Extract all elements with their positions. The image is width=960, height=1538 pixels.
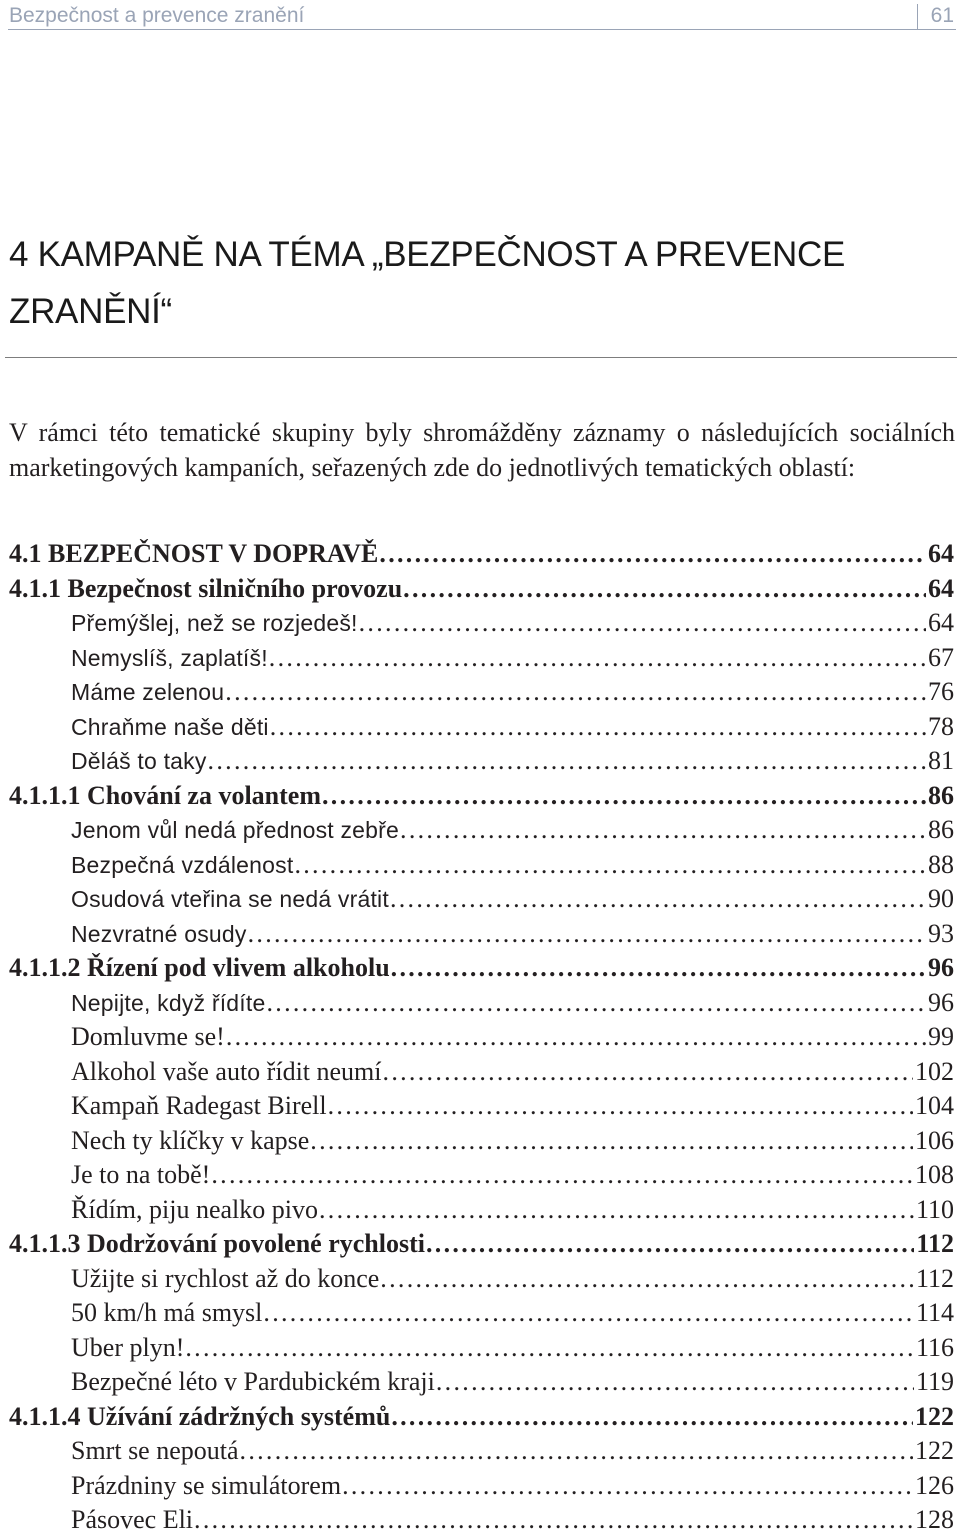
toc-leader [322,779,926,814]
toc-entry-label: Užijte si rychlost až do konce [71,1263,380,1293]
toc-entry-label: 4.1.1.4 Užívání zádržných systémů [9,1401,391,1431]
toc-entry[interactable] [0,1193,960,1228]
toc-leader [403,572,926,607]
toc-entry-label: Prázdniny se simulátorem [71,1470,342,1500]
toc-entry[interactable] [0,744,960,779]
toc-leader [359,606,926,641]
toc-leader [400,813,926,848]
toc-entry[interactable] [0,779,960,814]
toc-entry-page: 112 [916,1229,954,1258]
toc-entry-page: 126 [915,1470,954,1500]
toc-leader [269,641,926,676]
toc-entry[interactable] [0,1020,960,1055]
toc-entry-label: 4.1.1 Bezpečnost silničního provozu [9,573,403,603]
chapter-rule [5,357,957,358]
toc-entry-page: 102 [915,1056,954,1086]
toc-leader [270,710,926,745]
toc-entry[interactable] [0,986,960,1021]
toc-leader [211,1158,913,1193]
toc-entry-page: 110 [915,1194,954,1224]
toc-entry-label: Nemyslíš, zaplatíš! [71,644,268,671]
toc-entry[interactable] [0,1400,960,1435]
toc-entry-page: 108 [915,1160,954,1189]
toc-entry-page: 122 [915,1401,954,1431]
chapter-heading: 4 KAMPANĚ NA TÉMA „BEZPEČNOST A PREVENCE ZRANĚNÍ“ [9,235,846,331]
toc-entry-label: 50 km/h má smysl [71,1298,263,1327]
toc-entry-label: Osudová vteřina se nedá vrátit [71,886,389,912]
toc-entry-label: 4.1.1.3 Dodržování povolené rychlosti [9,1229,425,1258]
toc-leader [226,1020,926,1055]
toc-entry-label: 4.1.1.1 Chování za volantem [9,780,321,810]
toc-entry-page: 128 [915,1505,954,1534]
toc-entry-label: Nezvratné osudy [71,920,247,947]
toc-entry[interactable] [0,1434,960,1469]
header-rule [8,29,956,30]
toc-entry[interactable] [0,1331,960,1366]
toc-entry[interactable] [0,1124,960,1159]
toc-leader [379,537,926,572]
toc-entry[interactable] [0,1503,960,1538]
toc-entry[interactable] [0,1089,960,1124]
toc-leader [391,1400,913,1435]
toc-entry-label: Bezpečné léto v Pardubickém kraji [71,1367,435,1396]
toc-entry[interactable] [0,882,960,917]
toc-leader [294,848,926,883]
toc-entry-label: 4.1 BEZPEČNOST V DOPRAVĚ [9,539,379,568]
toc-leader [390,882,926,917]
toc-entry[interactable] [0,675,960,710]
toc-entry-label: Alkohol vaše auto řídit neumí [71,1056,382,1086]
toc-entry-label: Jenom vůl nedá přednost zebře [71,817,400,843]
toc-entry-label: Nepijte, když řídíte [71,989,266,1016]
toc-entry[interactable] [0,606,960,641]
toc-entry-label: Uber plyn! [71,1332,185,1362]
toc-leader [185,1331,914,1366]
toc-leader [391,951,926,986]
intro-paragraph: V rámci této tematické skupiny byly shromážděny záznamy o následujících sociálních marketingových kampaních, seřazených zde do jednotlivých tematických oblastí: [9,418,955,482]
toc-entry-label: 4.1.1.2 Řízení pod vlivem alkoholu [9,953,390,982]
toc-entry-page: 64 [928,539,954,568]
toc-entry-page: 114 [915,1298,954,1327]
toc-entry-label: Řídím, piju nealko pivo [71,1194,318,1224]
toc-entry-page: 112 [915,1263,954,1293]
toc-entry-page: 90 [928,884,954,913]
toc-leader [240,1434,913,1469]
toc-leader [225,675,926,710]
toc-leader [426,1227,914,1262]
toc-entry[interactable] [0,1469,960,1504]
toc-leader [436,1365,914,1400]
toc-entry-page: 67 [928,642,954,672]
toc-entry[interactable] [0,641,960,676]
toc-leader [310,1124,913,1159]
toc-entry-label: Bezpečná vzdálenost [71,851,294,878]
toc-leader [266,986,926,1021]
toc-leader [208,744,926,779]
toc-entry-page: 76 [928,677,954,706]
toc-entry[interactable] [0,951,960,986]
toc-entry-label: Děláš to taky [71,748,207,774]
toc-entry-label: Kampaň Radegast Birell [71,1091,327,1120]
toc-entry-page: 86 [928,815,954,844]
toc-entry[interactable] [0,1055,960,1090]
toc-entry-label: Smrt se nepoutá [71,1436,239,1465]
toc-entry-page: 106 [915,1125,954,1155]
toc-leader [342,1469,913,1504]
toc-entry-page: 96 [928,953,954,982]
toc-entry-page: 86 [928,780,954,810]
toc-entry-page: 81 [928,746,954,775]
toc-entry-page: 88 [928,849,954,879]
toc-entry-page: 104 [915,1091,954,1120]
toc-entry-page: 122 [915,1436,954,1465]
toc-entry[interactable] [0,848,960,883]
toc-entry-label: Nech ty klíčky v kapse [71,1125,310,1155]
toc-leader [263,1296,914,1331]
table-of-contents [0,537,960,1538]
toc-entry[interactable] [0,917,960,952]
toc-entry-label: Chraňme naše děti [71,713,269,740]
toc-entry[interactable] [0,1227,960,1262]
toc-leader [194,1503,913,1538]
toc-entry[interactable] [0,710,960,745]
toc-entry-page: 93 [928,918,954,948]
toc-entry[interactable] [0,1365,960,1400]
toc-entry-label: Pásovec Eli [71,1505,194,1534]
toc-entry[interactable] [0,1262,960,1297]
toc-entry[interactable] [0,1158,960,1193]
toc-entry[interactable] [0,813,960,848]
running-header-separator [917,4,918,30]
toc-entry-page: 99 [928,1022,954,1051]
toc-entry-label: Domluvme se! [71,1022,225,1051]
page-number: 61 [930,4,954,27]
toc-entry[interactable] [0,537,960,572]
running-header-title: Bezpečnost a prevence zranění [9,4,305,27]
toc-entry-page: 96 [928,987,954,1017]
toc-leader [383,1055,913,1090]
toc-entry[interactable] [0,1296,960,1331]
toc-entry-label: Je to na tobě! [71,1160,211,1189]
running-header [9,4,956,28]
toc-entry-label: Přemýšlej, než se rozjedeš! [71,610,358,636]
toc-leader [380,1262,914,1297]
toc-entry-page: 119 [915,1367,954,1396]
toc-entry-page: 64 [928,573,954,603]
toc-entry-page: 78 [928,711,954,741]
toc-leader [328,1089,913,1124]
toc-entry-label: Máme zelenou [71,679,225,705]
toc-entry[interactable] [0,572,960,607]
toc-leader [248,917,926,952]
toc-leader [319,1193,914,1228]
toc-entry-page: 116 [915,1332,954,1362]
toc-entry-page: 64 [928,608,954,637]
